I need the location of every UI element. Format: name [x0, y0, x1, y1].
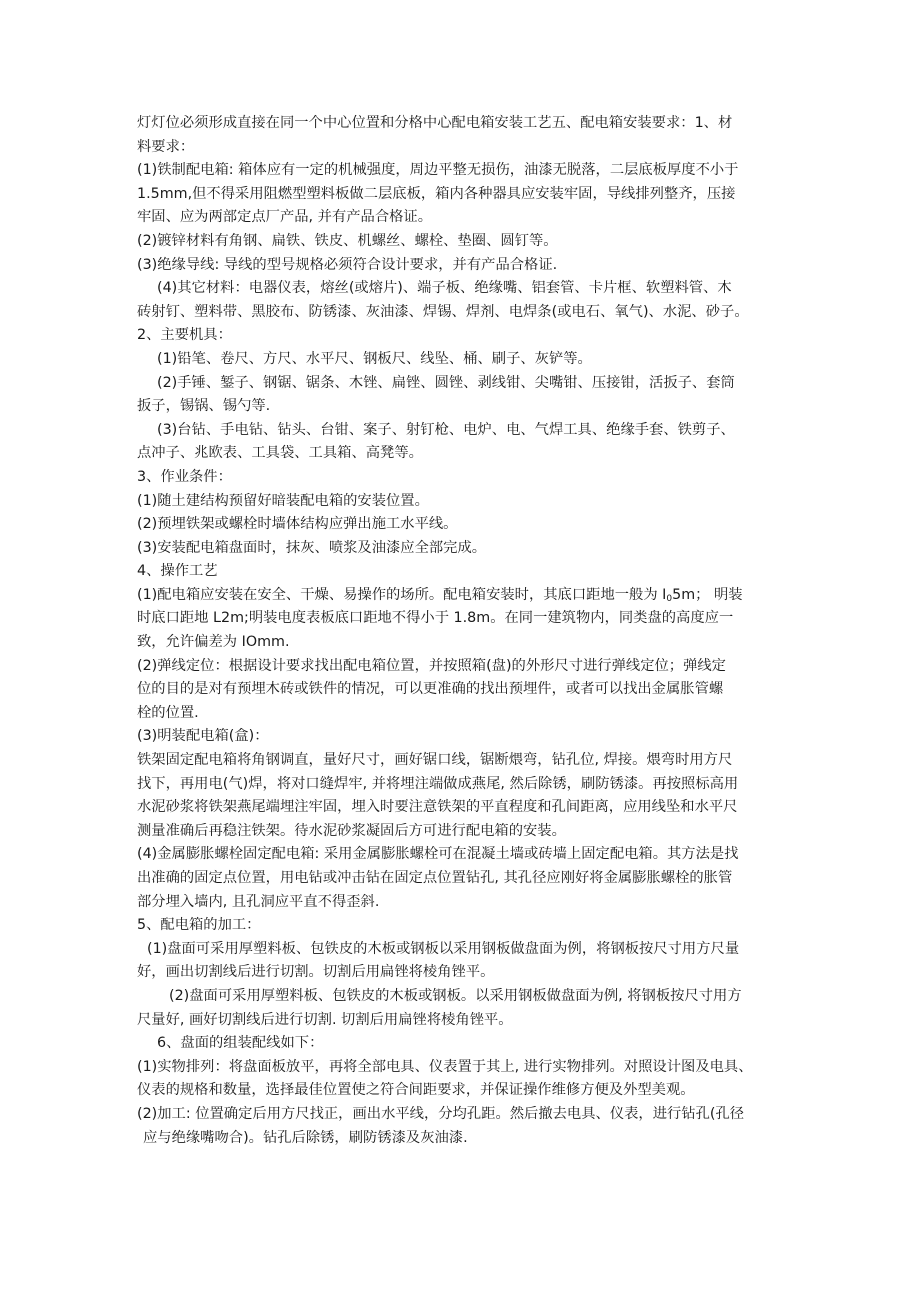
text-line: (3)安装配电箱盘面时，抹灰、喷浆及油漆应全部完成。	[137, 539, 487, 556]
text-line: (2)盘面可采用厚塑料板、包铁皮的木板或钢板。以采用钢板做盘面为例, 将钢板按尺寸用方	[169, 987, 742, 1004]
text-line: (2)手锤、錾子、钢锯、锯条、木锉、扁锉、圆锉、剥线钳、尖嘴钳、压接钳，活扳子、套筒	[157, 374, 735, 391]
text-line: 测量准确后再稳注铁架。待水泥砂浆凝固后方可进行配电箱的安装。	[137, 822, 566, 839]
text-line: 1.5mm,但不得采用阻燃型塑料板做二层底板，箱内各种器具应安装牢固，导线排列整齐，压接	[137, 185, 736, 202]
text-line: (4)其它材料：电器仪表，熔丝(或熔片)、端子板、绝缘嘴、铝套管、卡片框、软塑料管、木	[157, 280, 732, 297]
text-line: 应与绝缘嘴吻合)。钻孔后除锈，刷防锈漆及灰油漆.	[143, 1129, 468, 1146]
text-line: (2)弹线定位：根据设计要求找出配电箱位置，并按照箱(盘)的外形尺寸进行弹线定位；弹线定	[137, 657, 726, 674]
text-line: (4)金属膨胀螺栓固定配电箱: 采用金属膨胀螺栓可在混凝土墙或砖墙上固定配电箱。其方法是找	[137, 846, 739, 863]
text-line: 出准确的固定点位置，用电钻或冲击钻在固定点位置钻孔, 其孔径应刚好将金属膨胀螺栓的胀管	[137, 870, 733, 886]
text-line: (1)盘面可采用厚塑料板、包铁皮的木板或钢板以采用钢板做盘面为例，将钢板按尺寸用方尺量	[147, 940, 740, 957]
text-line: 料要求：	[137, 138, 195, 155]
text-line: 铁架固定配电箱将角钢调直，量好尺寸，画好锯口线，锯断煨弯，钻孔位, 焊接。煨弯时用方尺	[137, 752, 733, 769]
section-heading: 5、配电箱的加工：	[137, 917, 261, 934]
text-line: (2)加工: 位置确定后用方尺找正，画出水平线，分均孔距。然后撤去电具、仪表，进行钻孔(孔径	[137, 1105, 745, 1122]
text-line: 找下，再用电(气)焊，将对口缝焊牢, 并将埋注端做成燕尾, 然后除锈，刷防锈漆。再按照标高用	[137, 775, 739, 792]
section-heading: 3、作业条件：	[137, 468, 232, 485]
text-line: 位的目的是对有预埋木砖或铁件的情况，可以更准确的找出预埋件，或者可以找出金属胀管螺	[137, 681, 724, 698]
text-line: 牢固、应为两部定点厂产品, 并有产品合格证。	[137, 209, 433, 226]
text-line: 栓的位置.	[137, 704, 199, 721]
text-line: (3)绝缘导线: 导线的型号规格必须符合设计要求，并有产品合格证.	[137, 256, 558, 273]
text-fragment: (1)配电箱应安装在安全、干燥、易操作的场所。配电箱安装时，其底口距地一般为 I	[137, 586, 667, 603]
text-line: (3)明装配电箱(盒)：	[137, 728, 269, 745]
text-line: 好，画出切割线后进行切割。切割后用扁锉将棱角锉平。	[137, 964, 495, 981]
text-line: (2)镀锌材料有角钢、扁铁、铁皮、机螺丝、螺栓、垫圈、圆钉等。	[137, 232, 558, 249]
text-line: 尺量好, 画好切割线后进行切割. 切割后用扁锉将棱角锉平。	[137, 1011, 513, 1028]
text-line: 砖射钉、塑料带、黑胶布、防锈漆、灰油漆、焊锡、焊剂、电焊条(或电石、氧气)、水泥、砂子。	[137, 303, 749, 320]
subscript-text: 0	[666, 593, 673, 604]
text-line: (3)台钻、手电钻、钻头、台钳、案子、射钉枪、电炉、电、气焊工具、绝缘手套、铁剪子、	[157, 421, 735, 438]
section-heading: 6、盘面的组装配线如下：	[157, 1035, 324, 1052]
text-line: 灯灯位必须形成直接在同一个中心位置和分格中心配电箱安装工艺五、配电箱安装要求：1、材	[137, 115, 733, 131]
text-line: (1)铅笔、卷尺、方尺、水平尺、钢板尺、线坠、桶、刷子、灰铲等。	[157, 350, 592, 367]
text-line: (1)铁制配电箱: 箱体应有一定的机械强度，周边平整无损伤，油漆无脱落，二层底板厚度不小于	[137, 162, 739, 179]
text-line: (2)预埋铁架或螺栓时墙体结构应弹出施工水平线。	[137, 516, 458, 533]
text-line: (1)实物排列：将盘面板放平，再将全部电具、仪表置于其上, 进行实物排列。对照设计图及电具、	[137, 1058, 753, 1075]
document-body	[137, 112, 797, 1150]
text-line: (1)随土建结构预留好暗装配电箱的安装位置。	[137, 492, 429, 509]
text-line: 时底口距地 L2m;明装电度表板底口距地不得小于 1.8m。在同一建筑物内，同类盘的高度应一	[137, 610, 734, 627]
text-line: 水泥砂浆将铁架燕尾端埋注牢固，埋入时要注意铁架的平直程度和孔间距离，应用线坠和水平尺	[137, 799, 738, 816]
text-line: 部分埋入墙内, 且孔洞应平直不得歪斜.	[137, 893, 380, 910]
text-line: 仪表的规格和数量，选择最佳位置使之符合间距要求，并保证操作维修方便及外型美观。	[137, 1082, 695, 1099]
section-heading: 2、主要机具：	[137, 327, 232, 344]
text-fragment: 5m； 明装	[672, 586, 743, 603]
text-line	[137, 584, 797, 608]
text-line: 致，允许偏差为 IOmm.	[137, 634, 290, 651]
text-line: 扳子，锡锅、锡勺等.	[137, 398, 271, 415]
section-heading: 4、操作工艺	[137, 563, 218, 580]
text-line: 点冲子、兆欧表、工具袋、工具箱、高凳等。	[137, 445, 423, 462]
